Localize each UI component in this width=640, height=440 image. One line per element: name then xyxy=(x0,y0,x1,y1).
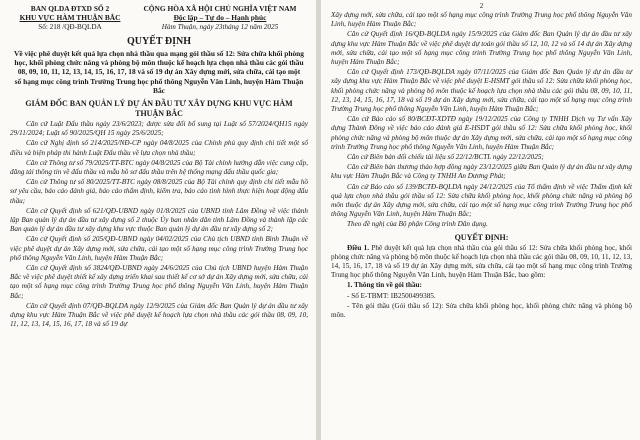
legal-basis-paragraph: Căn cứ Thông tư số 80/2025/TT-BTC ngày 08/8/2025 của Bộ Tài chính quy định chi tiết mẫu hồ sơ yêu cầu, báo cáo đánh giá, báo cáo thẩm định, kiểm tra, báo cáo tình hình thực hiện hoạt động đấu thầu; xyxy=(10,178,308,205)
legal-basis-paragraph: Căn cứ Quyết định 07/QĐ-BQLDA ngày 12/9/2025 của Giám đốc Ban Quản lý dự án đầu tư xây dựng khu vực Hàm Thuận Bắc về việc phê duyệt kế hoạch lựa chọn nhà thầu các gói thầu 08, 09, 10, 11, 12, 13, 14, 15, 16, 17, 18 và số 19 dự xyxy=(10,301,308,329)
decision-subject: Về việc phê duyệt kết quả lựa chọn nhà thầu qua mạng gói thầu số 12: Sửa chữa khối phòng học, khối phòng chức năng và phòng bộ môn thuộc kế hoạch lựa chọn nhà thầu các gói thầu 08, 09, 10, 11, 12, 13, 14, 15, 16, 17, 18 và số 19 dự án Xây dựng mới, sửa chữa, cải tạo một số hạng mục công trình Trường Trung học phổ thông Nguyễn Văn Linh, huyện Hàm Thuận Bắc xyxy=(14,49,304,95)
tender-notice-number: - Số E-TBMT: IB2500499385. xyxy=(347,291,436,300)
legal-basis-paragraph: Căn cứ Luật Đấu thầu ngày 23/6/2023; được sửa đổi bổ sung tại Luật số 57/2024/QH15 ngày 29/11/2024; Luật số 90/2025/QH 15 ngày 25/6/2025; xyxy=(10,120,308,138)
document-header xyxy=(10,4,308,32)
place-date: Hàm Thuận, ngày 23tháng 12 năm 2025 xyxy=(161,23,279,31)
decision-title: QUYẾT ĐỊNH xyxy=(127,36,191,47)
decides-heading: QUYẾT ĐỊNH: xyxy=(454,232,509,242)
legal-basis-paragraph: Căn cứ Báo cáo số 139/BCTĐ-BQLDA ngày 24/12/2025 của Tổ thẩm định về việc Thẩm định kết quả lựa chọn nhà thầu gói thầu số 12: Sửa chữa khối phòng học, khối phòng chức năng và phòng bộ môn thuộc dự án Xây dựng mới, sửa chữa, cải tạo một số hạng mục công trình Trường Trung học phổ thông Nguyễn Văn Linh, huyện Hàm Thuận Bắc; xyxy=(331,182,632,219)
document-number: Số: 218 /QĐ-BQLDA xyxy=(38,23,102,31)
nation-title: CỘNG HÒA XÃ HỘI CHỦ NGHĨA VIỆT NAM xyxy=(143,4,297,13)
issuer-title: GIÁM ĐỐC BAN QUẢN LÝ DỰ ÁN ĐẦU TƯ XÂY DỰNG KHU VỰC HÀM THUẬN BẮC xyxy=(25,99,293,119)
page-number: 2 xyxy=(479,2,484,10)
nation-motto: Độc lập – Tự do – Hạnh phúc xyxy=(173,13,267,22)
legal-basis-paragraph: Căn cứ Quyết định số 621/QĐ-UBND ngày 01/8/2025 của UBND tỉnh Lâm Đồng về việc thành lập Ban quản lý dự án đầu tư xây dựng số 2 thuộc Ủy ban nhân dân tỉnh Lâm Đồng và thành lập các Ban quản lý dự án đầu tư xây dựng khu vực thuộc Ban quản lý dự án đầu tư xây dựng số 2; xyxy=(10,206,308,234)
legal-basis-paragraph: Căn cứ Thông tư số 79/2025/TT-BTC ngày 04/8/2025 của Bộ Tài chính hướng dẫn việc cung cấp, đăng tải thông tin về đấu thầu và mẫu hồ sơ đấu thầu trên hệ thống mạng đấu thầu quốc gia; xyxy=(10,158,308,177)
legal-basis-paragraph: Căn cứ Quyết định 173/QĐ-BQLDA ngày 07/11/2025 của Giám đốc Ban Quản lý dự án đầu tư xây dựng khu vực Hàm Thuận Bắc về việc phê duyệt E-HSMT gói thầu số 12: Sửa chữa khối phòng học, khối phòng chức năng và phòng bộ môn thuộc kế hoạch lựa chọn nhà thầu các gói thầu 08, 09, 10, 11, 12, 13, 14, 15, 16, 17, 18 và số 19 dự án Xây dựng mới, sửa chữa, cải tạo một số hạng mục công trình Trường Trung học phổ thông Nguyễn Văn Linh, huyện Hàm Thuận Bắc; xyxy=(331,68,632,114)
legal-basis-paragraph: Căn cứ Quyết định số 205/QĐ-UBND ngày 04/02/2025 của Chủ tịch UBND tỉnh Bình Thuận về việc phê duyệt dự án Xây dựng mới, sửa chữa, cải tạo một số hạng mục công trình Trường Trung học phổ thông Nguyễn Văn Linh, huyện Hàm Thuận Bắc; xyxy=(10,235,308,262)
article-1-text: Phê duyệt kết quả lựa chọn nhà thầu của gói thầu số 12: Sửa chữa khối phòng học, khối phòng chức năng và phòng bộ môn thuộc kế hoạch lựa chọn nhà thầu các gói thầu 08, 09, 10, 11, 12, 13, 14, 15, 16, 17, 18 và số 19 dự án Xây dựng mới, sửa chữa, cải tạo một số hạng mục công trình Trường Trung học phổ thông Nguyễn Văn Linh, huyện Hàm Thuận Bắc, bao gồm: xyxy=(331,243,632,280)
legal-basis-paragraph: Căn cứ Nghị định số 214/2025/NĐ-CP ngày 04/8/2025 của Chính phủ quy định chi tiết một số điều và biện pháp thi hành Luật Đấu thầu về lựa chọn nhà thầu; xyxy=(10,139,308,157)
legal-basis-paragraph: Căn cứ Biên bản thương thảo hợp đồng ngày 23/12/2025 giữa Ban Quản lý dự án đầu tư xây dựng khu vực Hàm Thuận Bắc và Công ty TNHH An Dương Phát; xyxy=(331,163,632,181)
nation-block xyxy=(132,4,308,32)
article-1 xyxy=(331,244,632,281)
document-page-2 xyxy=(320,0,640,440)
article-1-label: Điều 1. xyxy=(347,243,370,252)
agency-block xyxy=(10,4,130,32)
package-name: - Tên gói thầu (Gói thầu số 12): Sửa chữa khối phòng học, khối phòng chức năng và phòng bộ môn. xyxy=(331,301,632,320)
agency-name: BAN QLDA ĐTXD SỐ 2 xyxy=(30,4,110,13)
section-1-heading: 1. Thông tin về gói thầu: xyxy=(347,281,422,290)
legal-basis-paragraph: Căn cứ Quyết định số 3824/QĐ-UBND ngày 24/6/2025 của Chủ tịch UBND huyện Hàm Thuận Bắc về việc phê duyệt thiết kế xây dựng triển khai sau thiết kế cơ sở dự án Xây dựng mới, sửa chữa, cải tạo một số hạng mục công trình Trường Trung học phổ thông Nguyễn Văn Linh, huyện Hàm Thuận Bắc; xyxy=(10,264,308,300)
proposal-paragraph: Theo đề nghị của Bộ phận Công trình Dân dụng. xyxy=(347,220,488,229)
legal-basis-paragraph: Căn cứ Biên bản đối chiếu tài liệu số 22/12/BCTL ngày 22/12/2025; xyxy=(347,153,544,162)
agency-area: KHU VỰC HÀM THUẬN BẮC xyxy=(19,13,121,22)
document-page-1 xyxy=(0,0,316,440)
paragraph-continuation: Xây dựng mới, sửa chữa, cải tạo một số hạng mục công trình Trường Trung học phổ thông Nguyễn Văn Linh, huyện Hàm Thuận Bắc; xyxy=(331,11,632,29)
legal-basis-paragraph: Căn cứ Quyết định 16/QĐ-BQLDA ngày 15/9/2025 của Giám đốc Ban Quản lý dự án đầu tư xây dựng khu vực Hàm Thuận Bắc về việc phê duyệt dự toán gói thầu số 12, 10, 12 và số 14 dự án Xây dựng mới, sửa chữa, cải tạo một số hạng mục công trình Trường Trung học phổ thông Nguyễn Văn Linh, huyện Hàm Thuận Bắc; xyxy=(331,30,632,67)
legal-basis-paragraph: Căn cứ Báo cáo số 80/BCĐT-XDTĐ ngày 19/12/2025 của Công ty TNHH Dịch vụ Tư vấn Xây dựng Thành Đông về việc báo cáo đánh giá E-HSDT gói thầu số 12: Sửa chữa khối phòng học, khối phòng chức năng và phòng bộ môn thuộc dự án Xây dựng mới, sửa chữa, cải tạo một số hạng mục công trình Trường Trung học phổ thông Nguyễn Văn Linh, huyện Hàm Thuận Bắc; xyxy=(331,115,632,151)
